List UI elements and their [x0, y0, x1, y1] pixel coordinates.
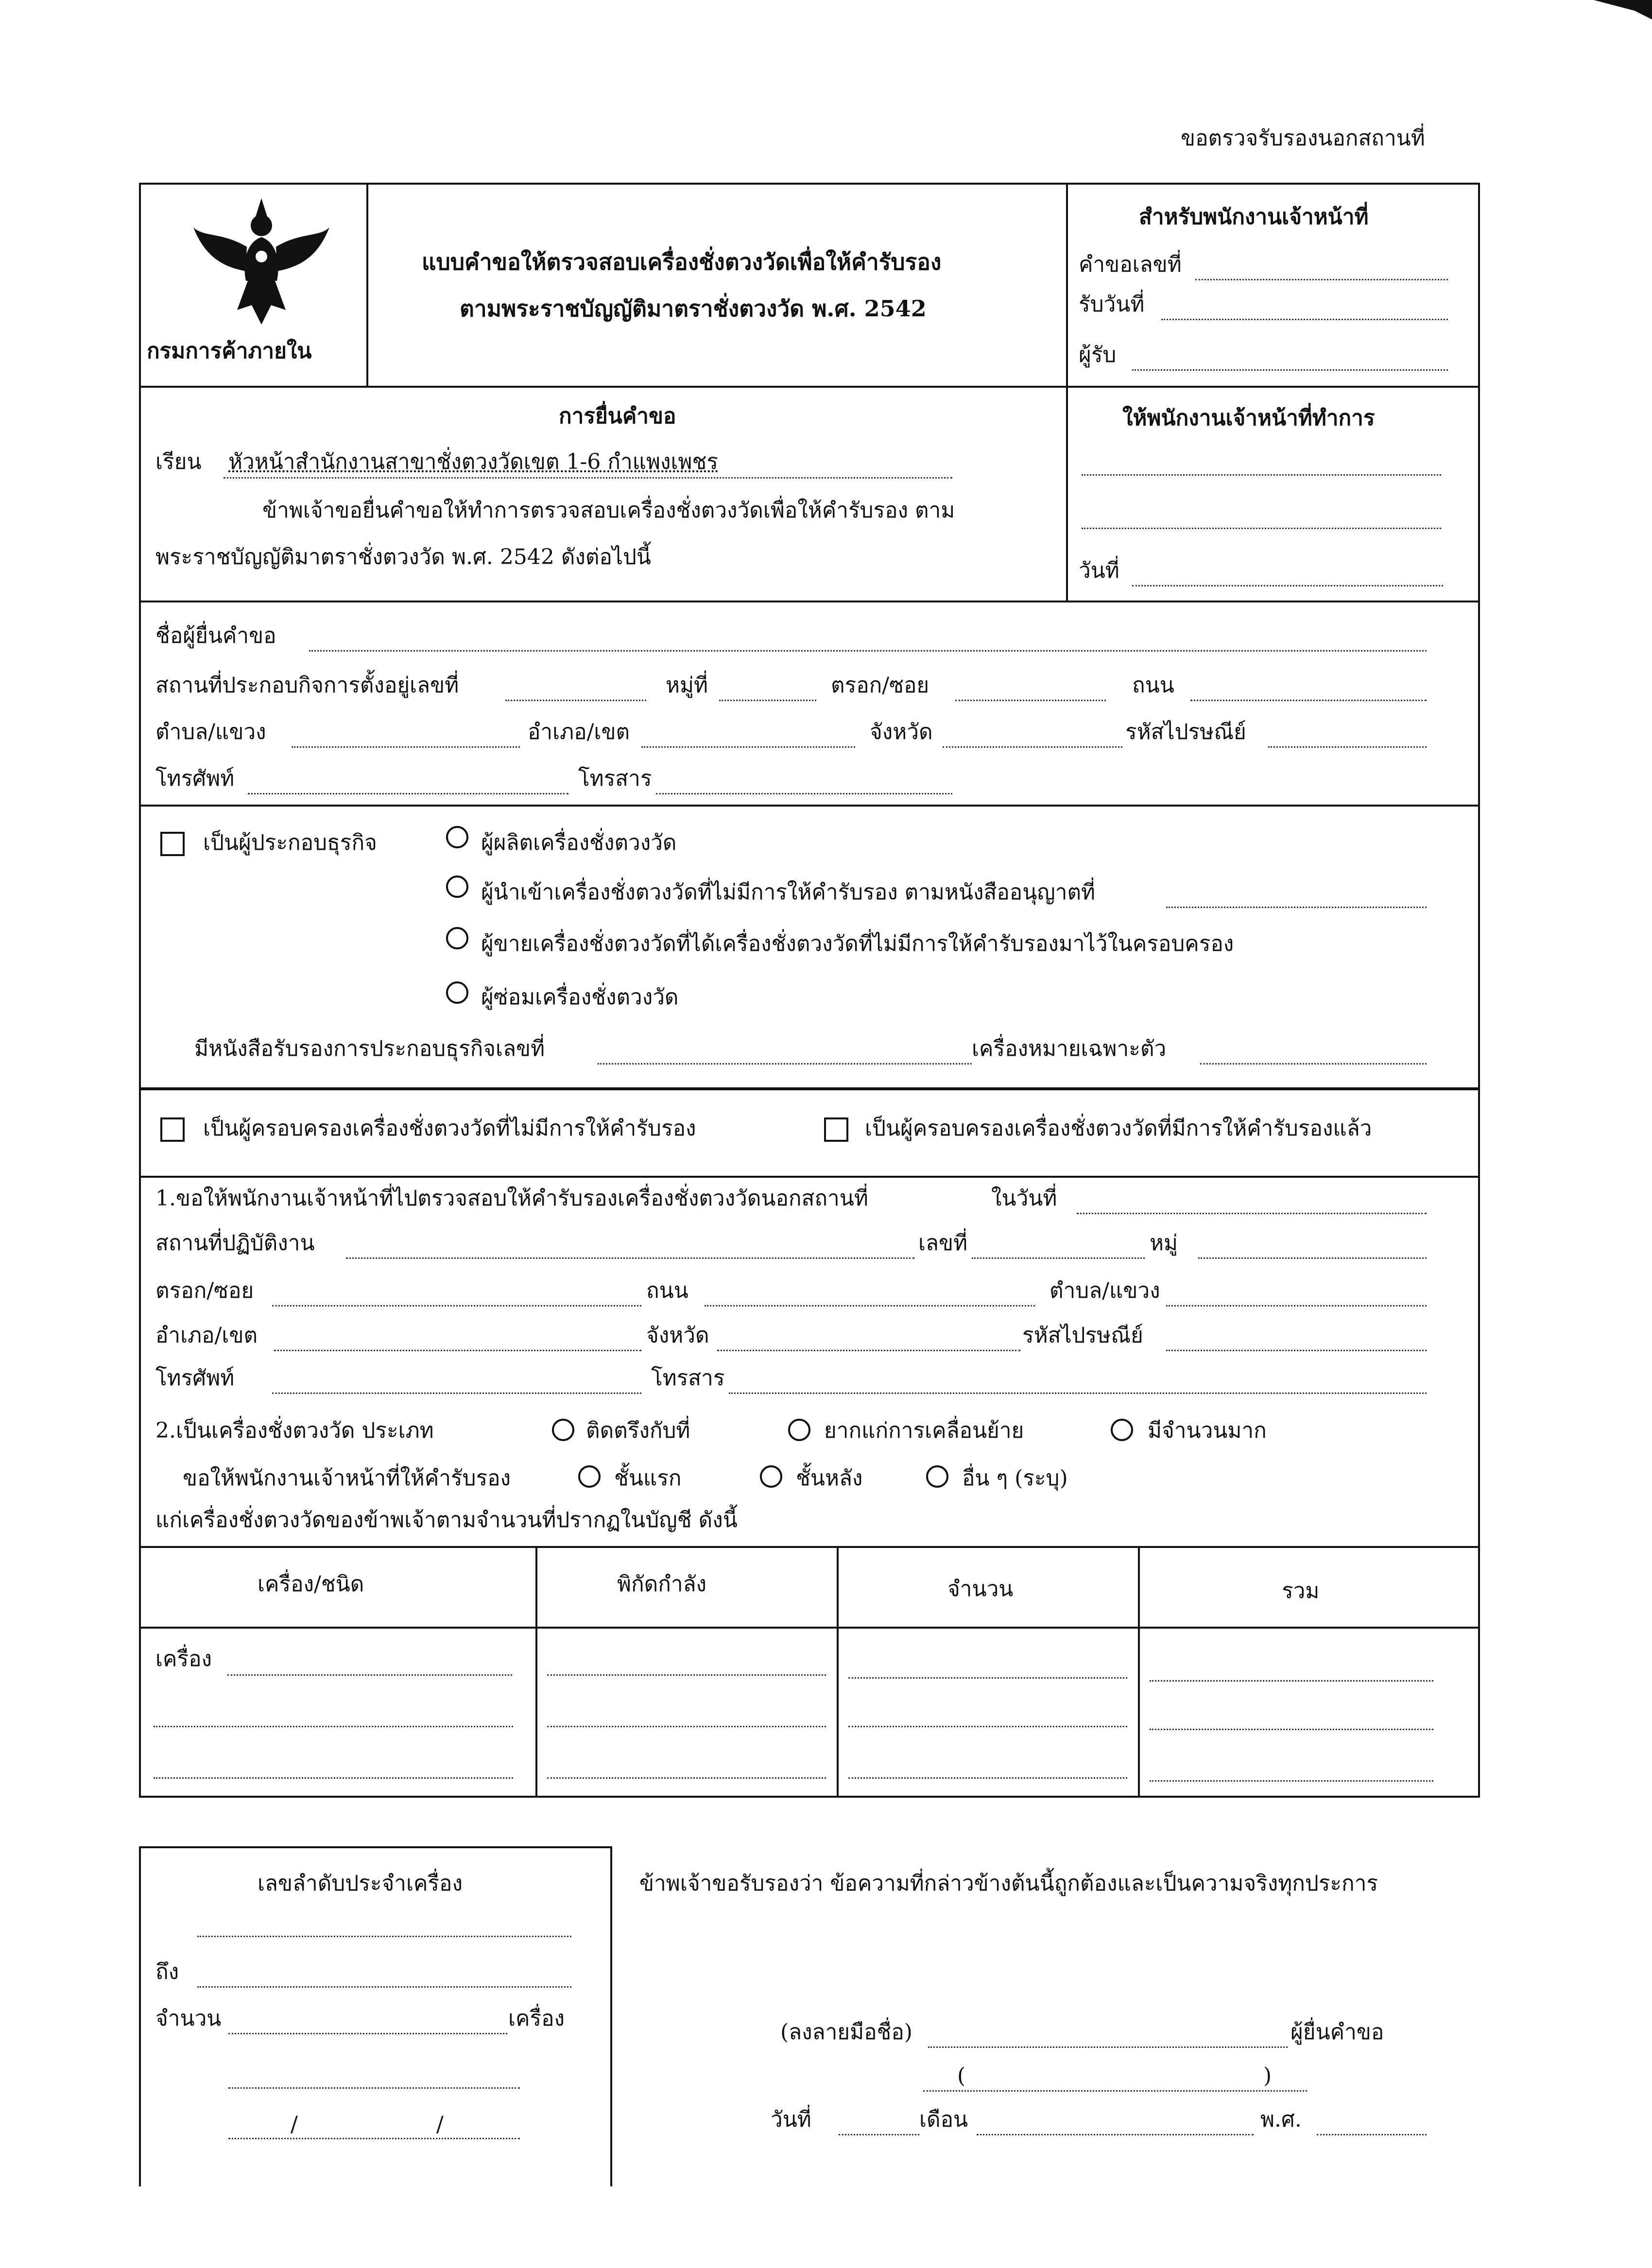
- receiver-field[interactable]: [1132, 369, 1448, 371]
- business-opt2-label: ผู้นำเข้าเครื่องชั่งตวงวัดที่ไม่มีการให้คำรับรอง ตามหนังสืออนุญาตที่: [481, 880, 1096, 905]
- serial-to-field[interactable]: [197, 1986, 571, 1988]
- verify-request-label: ขอให้พนักงานเจ้าหน้าที่ให้คำรับรอง: [183, 1466, 511, 1491]
- road-label: ถนน: [1132, 673, 1174, 698]
- table-header-type: เครื่อง/ชนิด: [258, 1572, 364, 1597]
- printed-name-field[interactable]: [923, 2090, 1307, 2092]
- table-header-capacity: พิกัดกำลัง: [617, 1572, 707, 1597]
- type1-label: ติดตรึงกับที่: [586, 1418, 690, 1443]
- address-no-field[interactable]: [505, 700, 646, 701]
- table-cell[interactable]: [1150, 1780, 1433, 1782]
- business-opt4-radio[interactable]: [446, 981, 468, 1004]
- divider: [139, 386, 1478, 388]
- business-checkbox-label: เป็นผู้ประกอบธุรกิจ: [203, 830, 377, 855]
- phone-field[interactable]: [248, 793, 568, 794]
- workplace-label: สถานที่ปฏิบัติงาน: [155, 1231, 315, 1255]
- business-opt1-radio[interactable]: [446, 826, 468, 848]
- possessor-verified-label: เป็นผู้ครอบครองเครื่องชั่งตวงวัดที่มีการให้คำรับรองแล้ว: [865, 1116, 1372, 1141]
- officer-heading: สำหรับพนักงานเจ้าหน้าที่: [1139, 205, 1369, 229]
- table-cell[interactable]: [154, 1726, 513, 1727]
- serial-from-field[interactable]: [197, 1936, 571, 1937]
- stage3-label: อื่น ๆ (ระบุ): [962, 1466, 1068, 1491]
- postcode-field[interactable]: [1268, 746, 1427, 748]
- tambon-field[interactable]: [292, 746, 520, 748]
- ins-fax-field[interactable]: [729, 1392, 1427, 1394]
- type1-radio[interactable]: [552, 1419, 574, 1441]
- officer-date-label: วันที่: [1079, 558, 1119, 583]
- divider: [139, 805, 1478, 807]
- serial-date-field[interactable]: [228, 2138, 520, 2139]
- type3-label: มีจำนวนมาก: [1148, 1418, 1267, 1443]
- table-cell[interactable]: [848, 1726, 1127, 1727]
- tambon-label: ตำบล/แขวง: [155, 720, 266, 744]
- ins-phone-label: โทรศัพท์: [155, 1366, 235, 1391]
- table-cell[interactable]: [154, 1777, 513, 1779]
- possessor-unverified-label: เป็นผู้ครอบครองเครื่องชั่งตวงวัดที่ไม่มีการให้คำรับรอง: [203, 1116, 696, 1141]
- ins-amphoe-label: อำเภอ/เขต: [155, 1323, 258, 1348]
- business-checkbox[interactable]: [160, 832, 185, 856]
- table-col-divider: [837, 1546, 839, 1796]
- ins-road-field[interactable]: [705, 1305, 1035, 1306]
- serial-count-field[interactable]: [228, 2033, 507, 2034]
- submission-body-line2: พระราชบัญญัติมาตราชั่งตวงวัด พ.ศ. 2542 ดังต่อไปนี้: [155, 545, 652, 569]
- request-no-field[interactable]: [1195, 279, 1448, 280]
- receiver-label: ผู้รับ: [1079, 343, 1117, 367]
- business-opt4-label: ผู้ซ่อมเครื่องชั่งตวงวัด: [481, 985, 679, 1010]
- business-opt3-label: ผู้ขายเครื่องชั่งตวงวัดที่ได้เครื่องชั่งตวงวัดที่ไม่มีการให้คำรับรองมาไว้ในครอบครอง: [481, 931, 1234, 956]
- on-date-field[interactable]: [1077, 1213, 1427, 1214]
- department-name: กรมการค้าภายใน: [147, 339, 312, 363]
- soi-field[interactable]: [955, 700, 1106, 701]
- table-cell[interactable]: [547, 1726, 826, 1727]
- amphoe-field[interactable]: [641, 746, 855, 748]
- table-cell[interactable]: [227, 1674, 512, 1676]
- cert-no-label: มีหนังสือรับรองการประกอบธุรกิจเลขที่: [194, 1036, 545, 1061]
- province-field[interactable]: [943, 746, 1122, 748]
- inspection-item2: 2.เป็นเครื่องชั่งตวงวัด ประเภท: [155, 1418, 434, 1443]
- mark-field[interactable]: [1200, 1063, 1427, 1065]
- ins-phone-field[interactable]: [272, 1392, 641, 1394]
- sign-month-label: เดือน: [919, 2107, 968, 2132]
- signature-field[interactable]: [928, 2046, 1288, 2048]
- request-no-label: คำขอเลขที่: [1079, 252, 1182, 277]
- officer-date-field[interactable]: [1132, 585, 1443, 586]
- fax-label: โทรสาร: [578, 766, 652, 791]
- list-intro: แก่เครื่องชั่งตวงวัดของข้าพเจ้าตามจำนวนที่ปรากฏในบัญชี ดังนี้: [155, 1508, 738, 1532]
- ins-tambon-label: ตำบล/แขวง: [1050, 1278, 1160, 1303]
- table-col-divider: [535, 1546, 537, 1796]
- possessor-unverified-checkbox[interactable]: [160, 1117, 185, 1142]
- business-opt3-radio[interactable]: [446, 927, 468, 949]
- divider: [139, 601, 1478, 602]
- serial-heading: เลขลำดับประจำเครื่อง: [258, 1871, 463, 1896]
- top-right-note: ขอตรวจรับรองนอกสถานที่: [1181, 126, 1425, 151]
- applicant-name-label: ชื่อผู้ยื่นคำขอ: [155, 623, 276, 648]
- import-permit-field[interactable]: [1166, 907, 1427, 908]
- type2-label: ยากแก่การเคลื่อนย้าย: [824, 1418, 1024, 1443]
- soi-label: ตรอก/ซอย: [831, 673, 929, 698]
- ins-amphoe-field[interactable]: [274, 1350, 641, 1351]
- postcode-label: รหัสไปรษณีย์: [1125, 720, 1246, 744]
- sign-year-label: พ.ศ.: [1260, 2107, 1302, 2132]
- sign-day-field[interactable]: [839, 2134, 919, 2135]
- bottom-top-border: [139, 1846, 612, 1848]
- business-opt1-label: ผู้ผลิตเครื่องชั่งตวงวัด: [481, 830, 677, 855]
- ins-number-field[interactable]: [972, 1257, 1145, 1259]
- to-label: เรียน: [155, 449, 202, 474]
- officer-action-heading: ให้พนักงานเจ้าหน้าที่ทำการ: [1122, 406, 1375, 430]
- possessor-verified-checkbox[interactable]: [824, 1117, 848, 1142]
- to-value: หัวหน้าสำนักงานสาขาชั่งตวงวัดเขต 1-6 กำแพงเพชร: [228, 449, 719, 474]
- stage1-label: ชั้นแรก: [614, 1466, 682, 1491]
- table-header-divider: [139, 1627, 1478, 1629]
- inspection-item1: 1.ขอให้พนักงานเจ้าหน้าที่ไปตรวจสอบให้คำรับรองเครื่องชั่งตวงวัดนอกสถานที่: [155, 1186, 868, 1211]
- received-date-label: รับวันที่: [1079, 292, 1145, 317]
- cert-no-field[interactable]: [598, 1063, 972, 1065]
- province-label: จังหวัด: [870, 720, 933, 744]
- ins-province-label: จังหวัด: [646, 1323, 709, 1348]
- table-cell[interactable]: [848, 1677, 1127, 1679]
- stage2-label: ชั้นหลัง: [796, 1466, 863, 1491]
- to-field[interactable]: [224, 477, 952, 479]
- stage1-radio[interactable]: [578, 1465, 601, 1488]
- serial-to-label: ถึง: [155, 1959, 179, 1984]
- form-title-line2: ตามพระราชบัญญัติมาตราชั่งตวงวัด พ.ศ. 2542: [460, 295, 927, 322]
- fax-field[interactable]: [656, 793, 952, 794]
- phone-label: โทรศัพท์: [155, 766, 235, 791]
- table-cell[interactable]: [547, 1777, 826, 1779]
- workplace-field[interactable]: [346, 1257, 914, 1259]
- moo-field[interactable]: [719, 700, 816, 701]
- sign-year-field[interactable]: [1317, 2134, 1427, 2135]
- ins-postcode-field[interactable]: [1166, 1350, 1427, 1351]
- submission-body-line1: ข้าพเจ้าขอยื่นคำขอให้ทำการตรวจสอบเครื่องชั่งตวงวัดเพื่อให้คำรับรอง ตาม: [262, 498, 955, 523]
- garuda-emblem-icon: [189, 193, 334, 334]
- table-cell[interactable]: [1150, 1680, 1433, 1682]
- ins-moo-field[interactable]: [1198, 1257, 1427, 1259]
- sign-day-label: วันที่: [771, 2107, 811, 2132]
- officer-action-field2[interactable]: [1082, 528, 1441, 529]
- serial-unit-label: เครื่อง: [508, 2006, 565, 2031]
- received-date-field[interactable]: [1161, 319, 1448, 320]
- serial-count-label: จำนวน: [155, 2006, 222, 2031]
- bottom-left-border: [139, 1846, 141, 2186]
- serial-extra-field[interactable]: [228, 2087, 520, 2089]
- divider: [1066, 183, 1068, 601]
- serial-date-sep2: /: [436, 2112, 444, 2137]
- ins-road-label: ถนน: [646, 1278, 688, 1303]
- stage3-radio[interactable]: [926, 1465, 948, 1488]
- ins-moo-label: หมู่: [1150, 1231, 1178, 1255]
- business-opt2-radio[interactable]: [446, 876, 468, 898]
- stage2-radio[interactable]: [760, 1465, 782, 1488]
- ins-soi-field[interactable]: [272, 1305, 641, 1306]
- sign-label: (ลงลายมือชื่อ): [780, 2020, 912, 2045]
- ins-fax-label: โทรสาร: [651, 1366, 725, 1391]
- type2-radio[interactable]: [788, 1419, 810, 1441]
- applicant-sign-label: ผู้ยื่นคำขอ: [1291, 2020, 1384, 2045]
- form-title-line1: แบบคำขอให้ตรวจสอบเครื่องชั่งตวงวัดเพื่อให้คำรับรอง: [422, 249, 942, 275]
- officer-action-field1[interactable]: [1082, 474, 1441, 476]
- amphoe-label: อำเภอ/เขต: [528, 720, 630, 744]
- moo-label: หมู่ที่: [666, 673, 708, 698]
- bottom-divider: [610, 1846, 612, 2186]
- table-first-cell-label: เครื่อง: [155, 1647, 212, 1671]
- table-cell[interactable]: [1150, 1729, 1433, 1730]
- table-header-total: รวม: [1282, 1579, 1320, 1603]
- ins-postcode-label: รหัสไปรษณีย์: [1022, 1323, 1143, 1348]
- applicant-name-field[interactable]: [309, 650, 1427, 652]
- submission-heading: การยื่นคำขอ: [559, 404, 676, 429]
- mark-label: เครื่องหมายเฉพาะตัว: [972, 1036, 1167, 1061]
- ins-number-label: เลขที่: [918, 1231, 968, 1255]
- on-date-label: ในวันที่: [991, 1186, 1057, 1211]
- ins-soi-label: ตรอก/ซอย: [155, 1278, 254, 1303]
- serial-date-sep1: /: [291, 2112, 298, 2137]
- table-header-quantity: จำนวน: [947, 1577, 1014, 1601]
- paren-open: (: [957, 2063, 966, 2088]
- table-col-divider: [1138, 1546, 1140, 1796]
- corner-mark: [1594, 0, 1652, 19]
- type3-radio[interactable]: [1111, 1419, 1133, 1441]
- ins-tambon-field[interactable]: [1166, 1305, 1427, 1306]
- ins-province-field[interactable]: [717, 1350, 1020, 1351]
- divider: [366, 183, 368, 386]
- address-no-label: สถานที่ประกอบกิจการตั้งอยู่เลขที่: [155, 673, 459, 698]
- certify-statement: ข้าพเจ้าขอรับรองว่า ข้อความที่กล่าวข้างต้นนี้ถูกต้องและเป็นความจริงทุกประการ: [639, 1871, 1378, 1896]
- table-cell[interactable]: [848, 1777, 1127, 1779]
- table-cell[interactable]: [547, 1674, 826, 1676]
- sign-month-field[interactable]: [977, 2134, 1254, 2135]
- paren-close: ): [1263, 2063, 1272, 2088]
- road-field[interactable]: [1190, 700, 1427, 701]
